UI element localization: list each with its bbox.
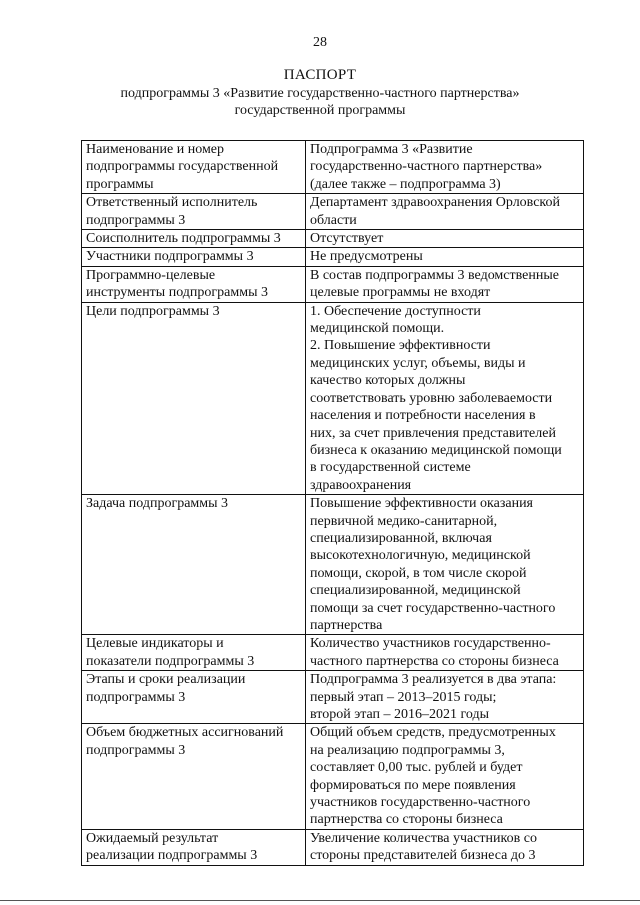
row-value-line: Департамент здравоохранения Орловской	[310, 195, 561, 211]
row-label-line: Задача подпрограммы 3	[86, 496, 229, 512]
table-row	[82, 829, 584, 865]
row-value-line: Увеличение количества участников со	[310, 830, 537, 846]
row-label-line: подпрограммы 3	[86, 689, 186, 705]
row-label-line: инструменты подпрограммы 3	[86, 285, 268, 301]
row-label-line: Ожидаемый результат	[86, 830, 219, 846]
row-value-cell	[306, 266, 584, 302]
row-value-line: Не предусмотрены	[310, 249, 423, 265]
row-label-line: Целевые индикаторы и	[86, 636, 224, 652]
row-value-cell	[306, 724, 584, 829]
passport-table-body	[82, 141, 584, 866]
document-subtitle-line-2: государственной программы	[234, 103, 406, 118]
row-value-cell	[306, 635, 584, 671]
row-label-cell	[82, 829, 306, 865]
table-row	[82, 194, 584, 230]
row-value-line: 2. Повышение эффективности	[310, 338, 491, 354]
row-label-cell	[82, 266, 306, 302]
row-value-cell	[306, 302, 584, 494]
row-label-line: Этапы и сроки реализации	[86, 672, 246, 688]
row-value-line: партнерства	[310, 617, 383, 633]
row-label-cell	[82, 495, 306, 635]
row-label-line: подпрограммы государственной	[86, 159, 279, 175]
row-value-cell	[306, 248, 584, 266]
table-row	[82, 671, 584, 724]
row-value-line: партнерства со стороны бизнеса	[310, 812, 503, 828]
row-value-line: Количество участников государственно-	[310, 636, 551, 652]
row-value-line: медицинских услуг, объемы, виды и	[310, 355, 526, 371]
passport-table	[81, 140, 584, 866]
row-value-line: Подпрограмма 3 реализуется в два этапа:	[310, 672, 557, 688]
row-label-cell	[82, 635, 306, 671]
page-bottom-divider	[0, 900, 640, 901]
row-value-line: первичной медико-санитарной,	[310, 513, 498, 529]
row-value-line: специализированной, медицинской	[310, 583, 521, 599]
row-label-line: Цели подпрограммы 3	[86, 303, 220, 319]
row-value-line: Повышение эффективности оказания	[310, 496, 533, 512]
row-value-line: соответствовать уровню заболеваемости	[310, 390, 553, 406]
row-value-line: качество которых должны	[310, 373, 466, 389]
row-value-cell	[306, 141, 584, 194]
row-value-line: бизнеса к оказанию медицинской помощи	[310, 442, 562, 458]
table-row	[82, 302, 584, 494]
row-value-line: здравоохранения	[310, 477, 412, 493]
row-value-cell	[306, 194, 584, 230]
row-label-line: Соисполнитель подпрограммы 3	[86, 231, 281, 247]
row-label-line: Программно-целевые	[86, 267, 216, 283]
document-title: ПАСПОРТ	[283, 67, 357, 83]
row-value-cell	[306, 230, 584, 248]
table-row	[82, 495, 584, 635]
row-value-line: составляет 0,00 тыс. рублей и будет	[310, 760, 523, 776]
row-label-line: Участники подпрограммы 3	[86, 249, 254, 265]
row-label-cell	[82, 194, 306, 230]
row-value-line: Отсутствует	[310, 231, 384, 247]
row-value-line: первый этап – 2013–2015 годы;	[310, 689, 497, 705]
row-label-line: показатели подпрограммы 3	[86, 653, 255, 669]
table-row	[82, 248, 584, 266]
table-row	[82, 230, 584, 248]
row-value-line: формироваться по мере появления	[310, 777, 516, 793]
row-value-line: государственно-частного партнерства»	[310, 159, 543, 175]
table-row	[82, 635, 584, 671]
row-value-line: Общий объем средств, предусмотренных	[310, 725, 556, 741]
row-label-cell	[82, 248, 306, 266]
row-label-line: реализации подпрограммы 3	[86, 848, 258, 864]
row-value-line: помощи, скорой, в том числе скорой	[310, 565, 527, 581]
page-number: 28	[313, 35, 327, 50]
row-value-line: специализированной, включая	[310, 530, 492, 546]
row-label-cell	[82, 302, 306, 494]
row-label-cell	[82, 671, 306, 724]
row-label-line: подпрограммы 3	[86, 742, 186, 758]
row-value-line: В состав подпрограммы 3 ведомственные	[310, 267, 559, 283]
row-value-cell	[306, 671, 584, 724]
row-value-line: в государственной системе	[310, 460, 471, 476]
document-title-block	[0, 66, 640, 119]
row-label-line: Ответственный исполнитель	[86, 195, 258, 211]
row-label-line: Объем бюджетных ассигнований	[86, 725, 284, 741]
table-row	[82, 266, 584, 302]
row-label-line: подпрограммы 3	[86, 212, 186, 228]
row-value-line: них, за счет привлечения представителей	[310, 425, 556, 441]
row-value-line: медицинской помощи.	[310, 321, 445, 337]
row-value-line: (далее также – подпрограмма 3)	[310, 176, 501, 192]
table-row	[82, 141, 584, 194]
row-value-line: на реализацию подпрограммы 3,	[310, 742, 505, 758]
row-value-line: Подпрограмма 3 «Развитие	[310, 142, 473, 157]
row-value-line: участников государственно-частного	[310, 795, 531, 811]
row-value-line: помощи за счет государственно-частного	[310, 600, 556, 616]
table-row	[82, 724, 584, 829]
document-subtitle-line-1: подпрограммы 3 «Развитие государственно-частного партнерства»	[120, 86, 520, 101]
row-label-line: Наименование и номер	[86, 142, 225, 157]
row-value-cell	[306, 495, 584, 635]
row-value-line: высокотехнологичную, медицинской	[310, 548, 531, 564]
row-value-line: населения и потребности населения в	[310, 408, 536, 424]
row-value-line: частного партнерства со стороны бизнеса	[310, 653, 559, 669]
row-value-line: целевые программы не входят	[310, 285, 491, 301]
row-value-line: области	[310, 212, 357, 228]
row-value-line: стороны представителей бизнеса до 3	[310, 848, 536, 864]
row-label-line: программы	[86, 176, 154, 192]
row-label-cell	[82, 230, 306, 248]
row-label-cell	[82, 141, 306, 194]
row-label-cell	[82, 724, 306, 829]
row-value-cell	[306, 829, 584, 865]
row-value-line: 1. Обеспечение доступности	[310, 303, 481, 319]
row-value-line: второй этап – 2016–2021 годы	[310, 707, 490, 722]
